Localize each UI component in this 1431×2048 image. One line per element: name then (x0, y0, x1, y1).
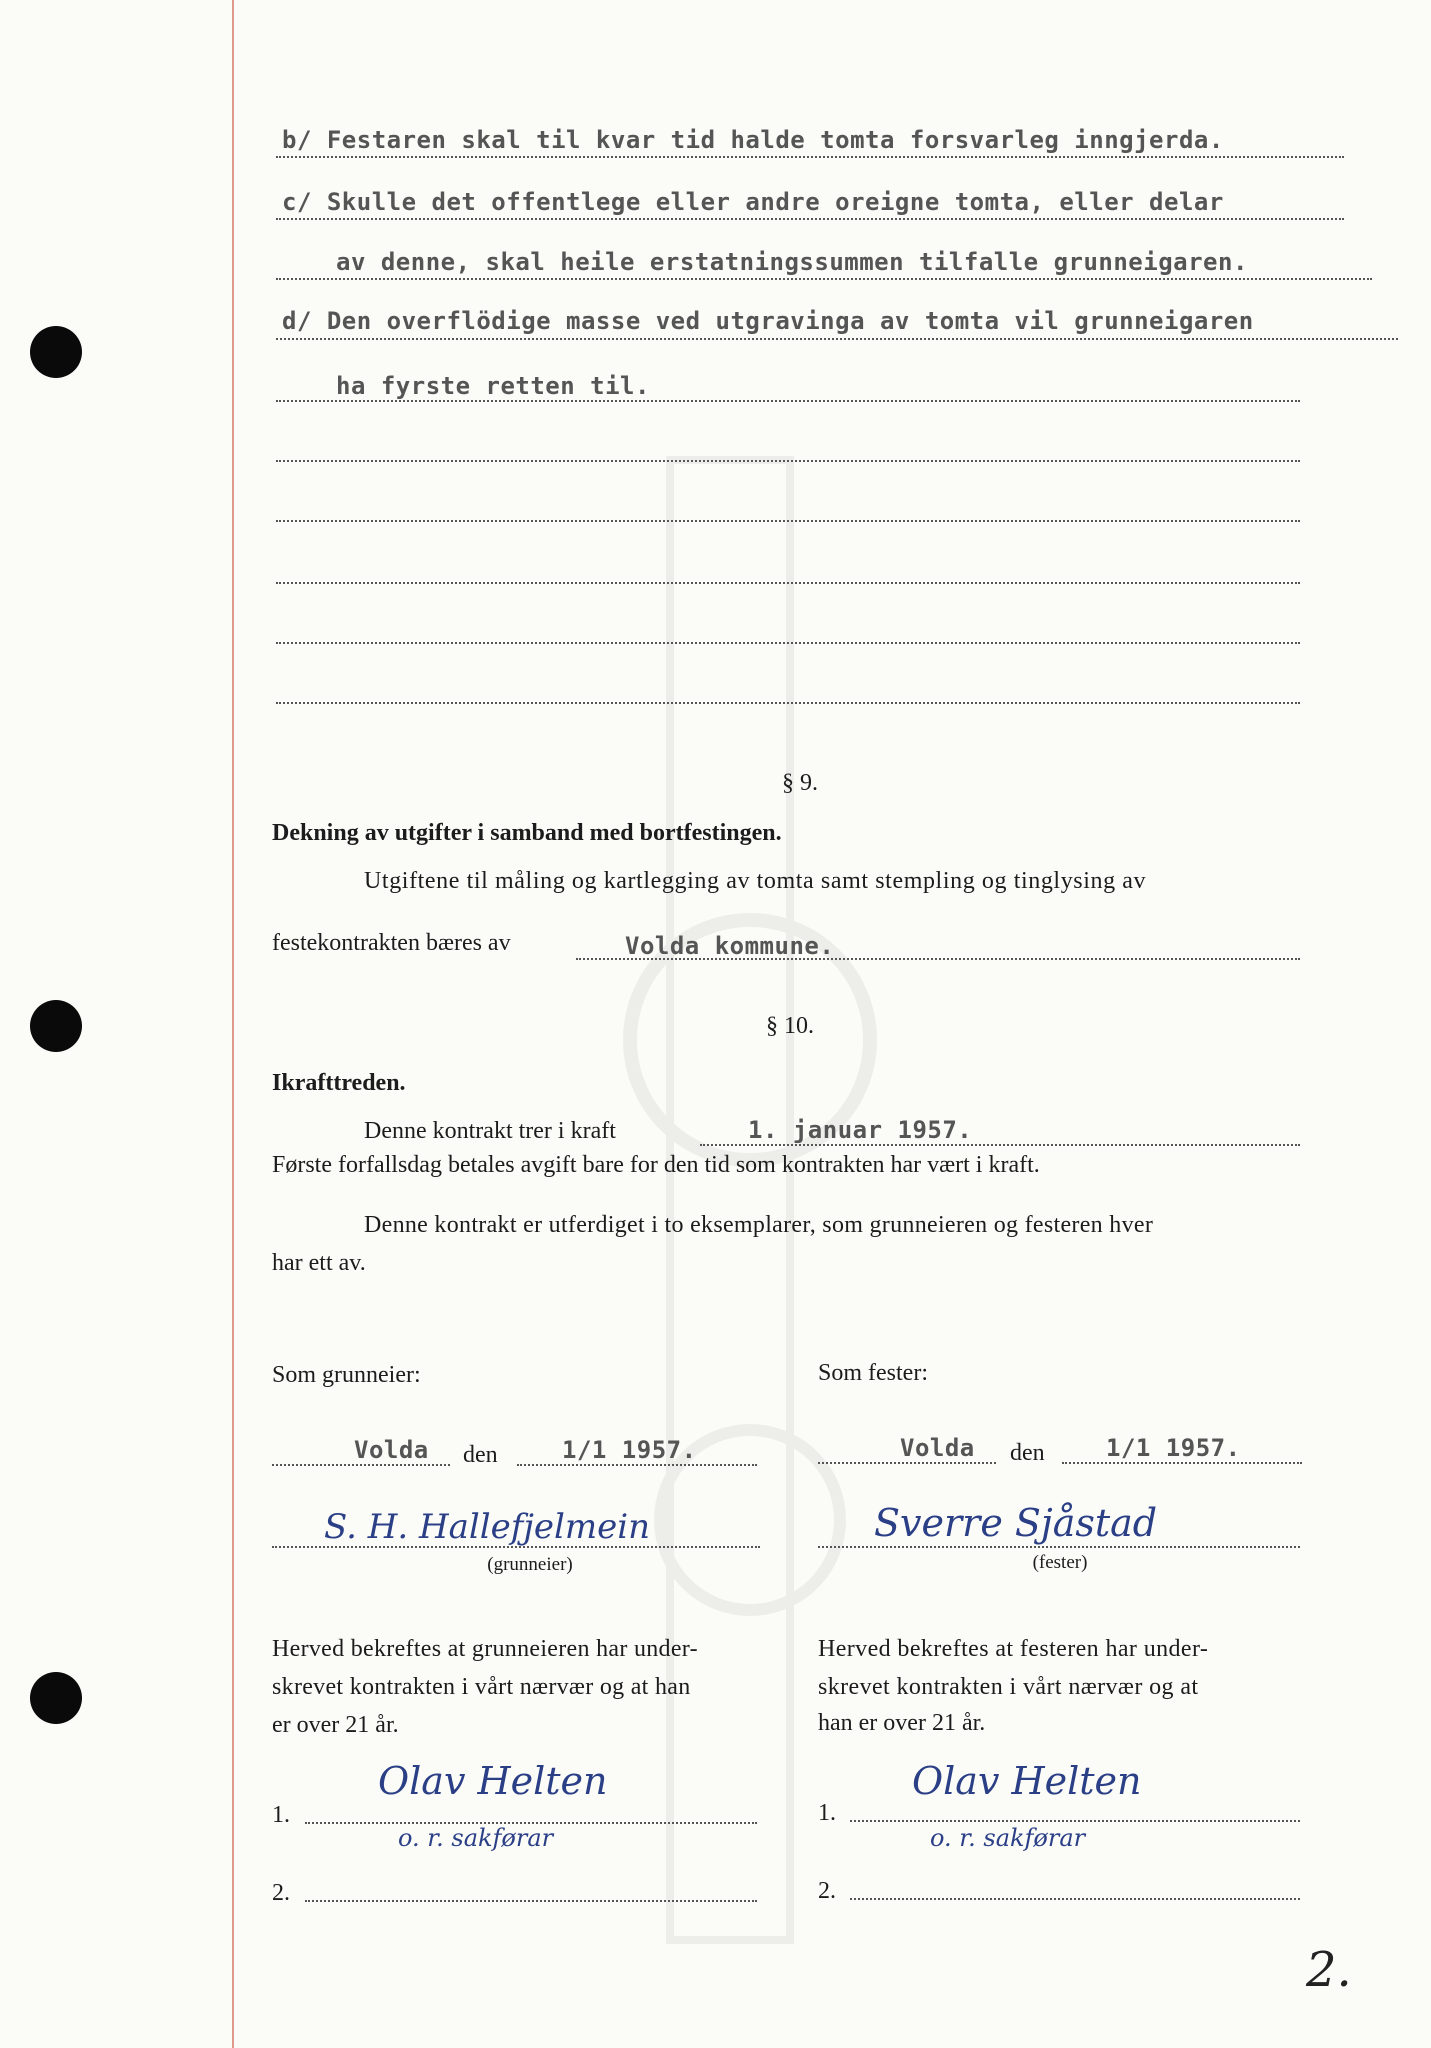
punch-hole (30, 326, 82, 378)
section-9-text-line2: festekontrakten bæres av (272, 930, 511, 956)
section-9-number: § 9. (782, 770, 818, 796)
section-10-text-line3: Denne kontrakt er utferdiget i to eksemplarer, som grunneieren og festeren hver (364, 1212, 1154, 1238)
margin-line (232, 0, 234, 2048)
dotted-line (1062, 1462, 1302, 1464)
landowner-witness-2-number: 2. (272, 1880, 290, 1906)
dotted-line (818, 1462, 996, 1464)
dotted-line (276, 520, 1300, 522)
clause-c-line2: av denne, skal heile erstatningssummen tilfalle grunneigaren. (336, 248, 1248, 276)
landowner-place: Volda (354, 1436, 429, 1464)
leaseholder-confirm-line1: Herved bekreftes at festeren har under- (818, 1636, 1209, 1662)
punch-hole (30, 1000, 82, 1052)
section-9-heading: Dekning av utgifter i samband med bortfestingen. (272, 820, 782, 846)
landowner-witness-1-number: 1. (272, 1802, 290, 1828)
leaseholder-role-label: (fester) (1032, 1552, 1088, 1573)
section-10-text-line2: Første forfallsdag betales avgift bare for den tid som kontrakten har vært i kraft. (272, 1152, 1040, 1178)
dotted-line (272, 1546, 760, 1548)
section-10-date: 1. januar 1957. (748, 1116, 973, 1144)
dotted-line (850, 1820, 1300, 1822)
dotted-line (276, 400, 1300, 402)
svg-text:Sverre Sjåstad: Sverre Sjåstad (874, 1501, 1158, 1545)
landowner-confirm-line3: er over 21 år. (272, 1712, 399, 1738)
dotted-line (272, 1464, 450, 1466)
leaseholder-witness-1-number: 1. (818, 1800, 836, 1826)
landowner-den-label: den (463, 1442, 498, 1468)
dotted-line (276, 278, 1372, 280)
clause-c-line1: c/ Skulle det offentlege eller andre oreigne tomta, eller delar (282, 188, 1224, 216)
leaseholder-place: Volda (900, 1434, 975, 1462)
leaseholder-witness-2-number: 2. (818, 1878, 836, 1904)
svg-text:Olav Helten: Olav Helten (912, 1759, 1142, 1803)
landowner-title: Som grunneier: (272, 1362, 421, 1388)
leaseholder-den-label: den (1010, 1440, 1045, 1466)
landowner-date: 1/1 1957. (562, 1436, 697, 1464)
clause-d-line2: ha fyrste retten til. (336, 372, 650, 400)
landowner-role-label: (grunneier) (487, 1554, 573, 1575)
clause-d-line1: d/ Den overflödige masse ved utgravinga av tomta vil grunneigaren (282, 307, 1254, 335)
clause-b: b/ Festaren skal til kvar tid halde tomta forsvarleg inngjerda. (282, 126, 1224, 154)
svg-text:2.: 2. (1306, 1942, 1352, 1998)
dotted-line (276, 338, 1398, 340)
dotted-line (276, 642, 1300, 644)
dotted-line (276, 702, 1300, 704)
dotted-line (517, 1464, 757, 1466)
leaseholder-confirm-line2: skrevet kontrakten i vårt nærvær og at (818, 1674, 1199, 1700)
dotted-line (276, 582, 1300, 584)
svg-text:S. H. Hallefjelmein: S. H. Hallefjelmein (324, 1507, 651, 1547)
dotted-line (305, 1822, 757, 1824)
section-10-text-line4: har ett av. (272, 1250, 366, 1276)
section-10-text-line1: Denne kontrakt trer i kraft (364, 1118, 616, 1144)
leaseholder-witness-signature (906, 1736, 1226, 1866)
landowner-witness-signature (372, 1736, 692, 1866)
dotted-line (276, 218, 1344, 220)
leaseholder-title: Som fester: (818, 1360, 928, 1386)
section-10-heading: Ikrafttreden. (272, 1070, 406, 1096)
leaseholder-date: 1/1 1957. (1106, 1434, 1241, 1462)
section-9-text-line1: Utgiftene til måling og kartlegging av tomta samt stempling og tinglysing av (364, 868, 1147, 894)
landowner-confirm-line1: Herved bekreftes at grunneieren har under- (272, 1636, 698, 1662)
dotted-line (276, 156, 1344, 158)
leaseholder-confirm-line3: han er over 21 år. (818, 1710, 986, 1736)
dotted-line (276, 460, 1300, 462)
dotted-line (818, 1546, 1300, 1548)
page-mark (1300, 1930, 1370, 2010)
landowner-confirm-line2: skrevet kontrakten i vårt nærvær og at han (272, 1674, 691, 1700)
dotted-line (850, 1898, 1300, 1900)
svg-text:o. r. sakførar: o. r. sakførar (398, 1824, 554, 1852)
punch-hole (30, 1672, 82, 1724)
dotted-line (305, 1900, 757, 1902)
svg-text:Olav Helten: Olav Helten (378, 1759, 608, 1803)
dotted-line (700, 1144, 1300, 1146)
dotted-line (576, 958, 1300, 960)
svg-text:o. r. sakførar: o. r. sakførar (930, 1824, 1086, 1852)
section-10-number: § 10. (766, 1013, 814, 1039)
section-9-payer: Volda kommune. (625, 932, 835, 960)
